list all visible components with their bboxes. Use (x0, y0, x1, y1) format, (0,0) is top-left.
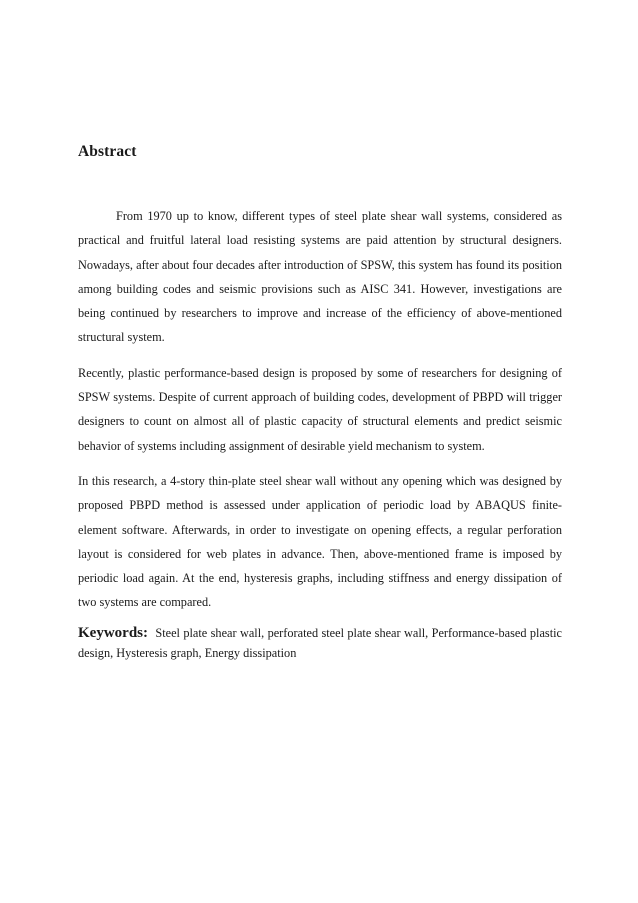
abstract-body (78, 204, 562, 626)
abstract-paragraph-3: In this research, a 4-story thin-plate steel shear wall without any opening which was designed by proposed PBPD method is assessed under application of periodic load by ABAQUS finite-element software. Afterwards, in order to investigate on opening effects, a regular perforation layout is considered for web plates in advance. Then, above-mentioned frame is imposed by periodic load again. At the end, hysteresis graphs, including stiffness and energy dissipation of two systems are compared. (78, 473, 562, 610)
keywords-label: Keywords: (78, 625, 148, 641)
abstract-paragraph-1: From 1970 up to know, different types of steel plate shear wall systems, considered as practical and fruitful lateral load resisting systems are paid attention by structural designers. Nowadays, after about four decades after introduction of SPSW, this system has found its position among building codes and seismic provisions such as AISC 341. However, investigations are being continued by researchers to improve and increase of the efficiency of above-mentioned structural system. (78, 209, 562, 345)
keywords-text: Steel plate shear wall, perforated steel plate shear wall, Performance-based plastic design, Hysteresis graph, Energy dissipation (78, 626, 563, 660)
keywords-section (78, 623, 562, 663)
abstract-title: Abstract (78, 143, 137, 160)
abstract-paragraph-2: Recently, plastic performance-based design is proposed by some of researchers for designing of SPSW systems. Despite of current approach of building codes, development of PBPD will trigger designers to count on almost all of plastic capacity of structural elements and predict seismic behavior of systems including assignment of desirable yield mechanism to system. (78, 365, 562, 453)
